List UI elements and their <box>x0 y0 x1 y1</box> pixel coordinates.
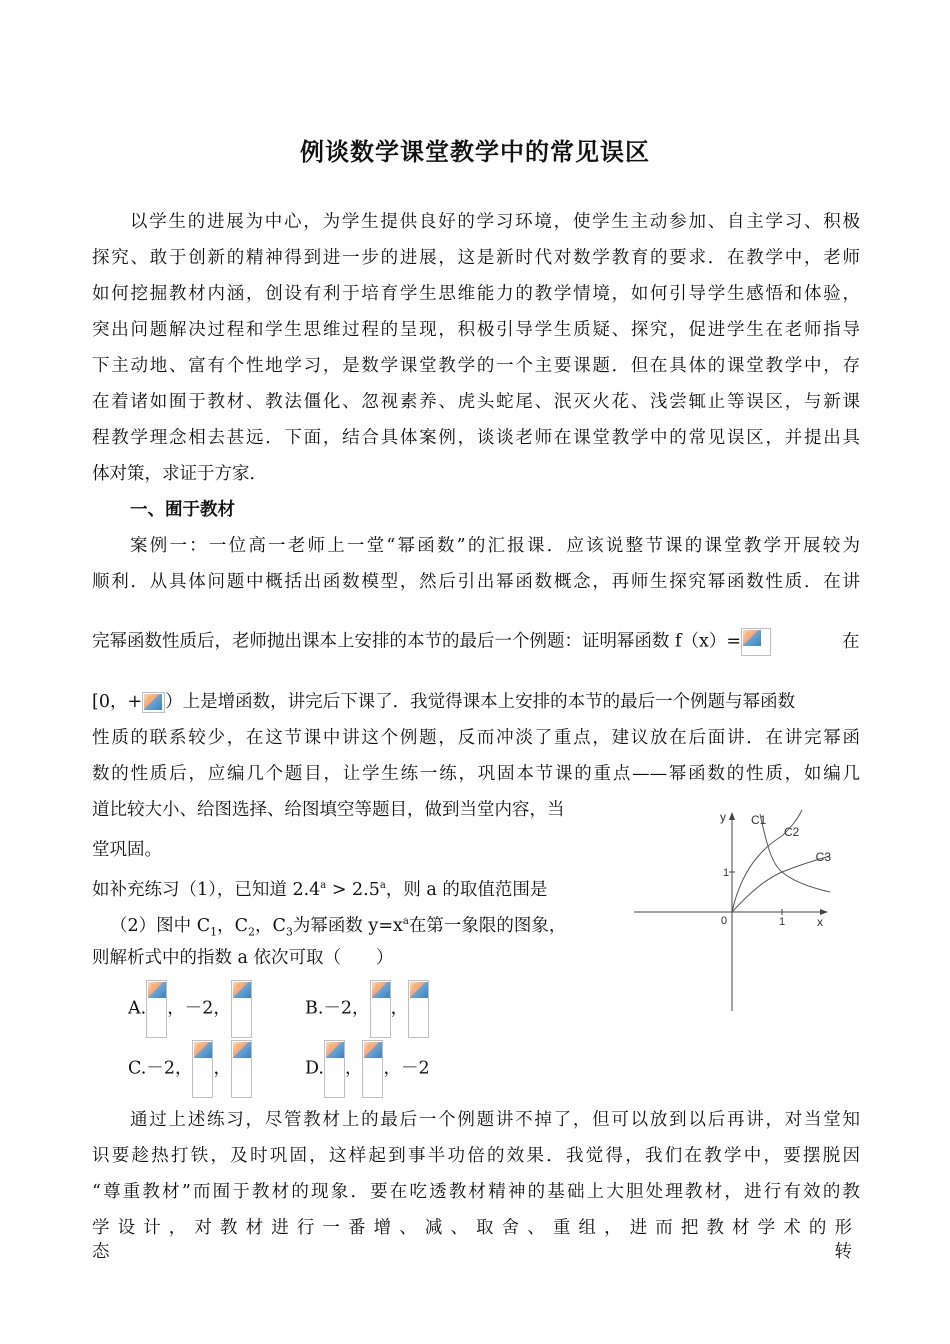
formula-image-icon <box>741 628 771 656</box>
exercise-1-text-b: > 2.5 <box>326 879 380 900</box>
intro-line-8: 体对策，求证于方家． <box>92 464 267 484</box>
case-line-1: 案例一：一位高一老师上一堂“幂函数”的汇报课．应该说整节课的课堂教学开展较为 <box>130 536 860 556</box>
conclusion-line-3: “尊重教材”而囿于教材的现象．要在吃透教材精神的基础上大胆处理教材，进行有效的教 <box>92 1182 860 1202</box>
conclusion-line-1: 通过上述练习，尽管教材上的最后一个例题讲不掉了，但可以放到以后再讲，对当堂知 <box>130 1110 860 1130</box>
case-line-4 <box>92 690 795 714</box>
exercise-1-text-c: ，则 a 的取值范围是 <box>385 879 548 900</box>
exponent-a-3: a <box>402 916 409 927</box>
exercise-question: 则解析式中的指数 a 依次可取（ ） <box>92 948 394 968</box>
origin-label: 0 <box>721 915 728 927</box>
x-axis-label: x <box>817 915 823 929</box>
intro-line-1: 以学生的进展为中心，为学生提供良好的学习环境，使学生主动参加、自主学习、积极 <box>130 212 860 232</box>
fraction-image-icon <box>408 980 429 1038</box>
option-d-label: D. <box>305 1058 324 1079</box>
x-tick-label: 1 <box>779 916 786 928</box>
option-d-end: ，－2 <box>383 1058 430 1079</box>
y-tick-label: 1 <box>723 867 730 879</box>
option-c-label: C.－2， <box>128 1058 193 1079</box>
case-line-7: 道比较大小、给图选择、给图填空等题目，做到当堂内容，当 <box>92 800 565 820</box>
exponent-a-1: a <box>320 880 327 891</box>
intro-line-7: 程教学理念相去甚远．下面，结合具体案例，谈谈老师在课堂教学中的常见误区，并提出具 <box>92 428 860 448</box>
fraction-image-icon <box>370 980 391 1038</box>
exercise-2-text-d: 为幂函数 y=x <box>292 915 403 936</box>
infinity-image-icon <box>142 692 165 713</box>
conclusion-line-4: 学设计，对教材进行一番增、减、取舍、重组，进而把教材学术的形态转 <box>92 1218 860 1262</box>
interval-start: [0，+ <box>92 692 143 712</box>
option-c <box>128 1040 252 1096</box>
fraction-image-icon <box>146 980 167 1038</box>
option-a <box>128 980 252 1036</box>
option-b-text: ， <box>390 998 409 1019</box>
curve-c3 <box>732 856 830 912</box>
case-line-5: 性质的联系较少，在这节课中讲这个例题，反而冲淡了重点，建议放在后面讲．在讲完幂函 <box>92 728 860 748</box>
case-line-3-text: 完幂函数性质后，老师抛出课本上安排的本节的最后一个例题：证明幂函数 f（x）= <box>92 631 742 652</box>
case-line-3 <box>92 628 771 656</box>
case-line-3-end: 在 <box>842 632 860 652</box>
exercise-1-text-a: 如补充练习（1），已知道 2.4 <box>92 879 321 900</box>
exponent-a-2: a <box>379 880 386 891</box>
sub-1: 1 <box>210 925 218 939</box>
fraction-image-icon <box>231 1040 252 1098</box>
intro-line-6: 在着诸如囿于教材、教法僵化、忽视素养、虎头蛇尾、泯灭火花、浅尝辄止等误区，与新课 <box>92 392 860 412</box>
option-b <box>305 980 429 1036</box>
option-b-label: B.－2， <box>305 998 370 1019</box>
curve-label-c2: C2 <box>784 825 800 839</box>
section-heading: 一、囿于教材 <box>130 500 235 520</box>
fraction-image-icon <box>362 1040 383 1098</box>
option-d <box>305 1040 430 1096</box>
page-title: 例谈数学课堂教学中的常见误区 <box>300 137 650 166</box>
y-axis-label: y <box>720 810 726 824</box>
conclusion-line-2: 识要趁热打铁，及时巩固，这样起到事半功倍的效果．我觉得，我们在教学中，要摆脱因 <box>92 1146 860 1166</box>
case-line-6: 数的性质后，应编几个题目，让学生练一练，巩固本节课的重点——幂函数的性质，如编几 <box>92 764 860 784</box>
exercise-2 <box>110 910 566 944</box>
exercise-2-text-c: ，C <box>254 915 286 936</box>
exercise-2-text-b: ，C <box>217 915 248 936</box>
exercise-2-text-a: （2）图中 C <box>110 915 211 936</box>
intro-line-4: 突出问题解决过程和学生思维过程的呈现，积极引导学生质疑、探究，促进学生在老师指导 <box>92 320 860 340</box>
curve-label-c3: C3 <box>815 850 831 864</box>
fraction-image-icon <box>324 1040 345 1098</box>
fraction-image-icon <box>231 980 252 1038</box>
case-line-4-text: ）上是增函数，讲完后下课了．我觉得课本上安排的本节的最后一个例题与幂函数 <box>165 692 796 712</box>
option-d-text: ， <box>344 1058 363 1079</box>
intro-line-2: 探究、敢于创新的精神得到进一步的进展，这是新时代对数学教育的要求．在教学中，老师 <box>92 248 860 268</box>
exercise-1 <box>92 874 547 902</box>
case-line-2: 顺利．从具体问题中概括出函数模型，然后引出幂函数概念，再师生探究幂函数性质．在讲 <box>92 572 860 592</box>
y-axis-arrow <box>729 812 735 820</box>
sub-3: 3 <box>285 925 293 939</box>
sub-2: 2 <box>247 925 255 939</box>
option-c-text: ， <box>213 1058 231 1079</box>
option-a-label: A. <box>128 998 147 1019</box>
intro-line-3: 如何挖掘教材内涵，创设有利于培育学生思维能力的教学情境，如何引导学生感悟和体验， <box>92 284 860 304</box>
case-line-8: 堂巩固。 <box>92 840 162 860</box>
power-function-graph <box>632 806 832 1011</box>
fraction-image-icon <box>192 1040 213 1098</box>
exercise-2-text-e: 在第一象限的图象， <box>408 915 567 936</box>
option-a-text: ，－2， <box>167 998 231 1019</box>
intro-line-5: 下主动地、富有个性地学习，是数学课堂教学的一个主要课题．但在具体的课堂教学中，存 <box>92 356 860 376</box>
curve-label-c1: C1 <box>751 813 767 827</box>
